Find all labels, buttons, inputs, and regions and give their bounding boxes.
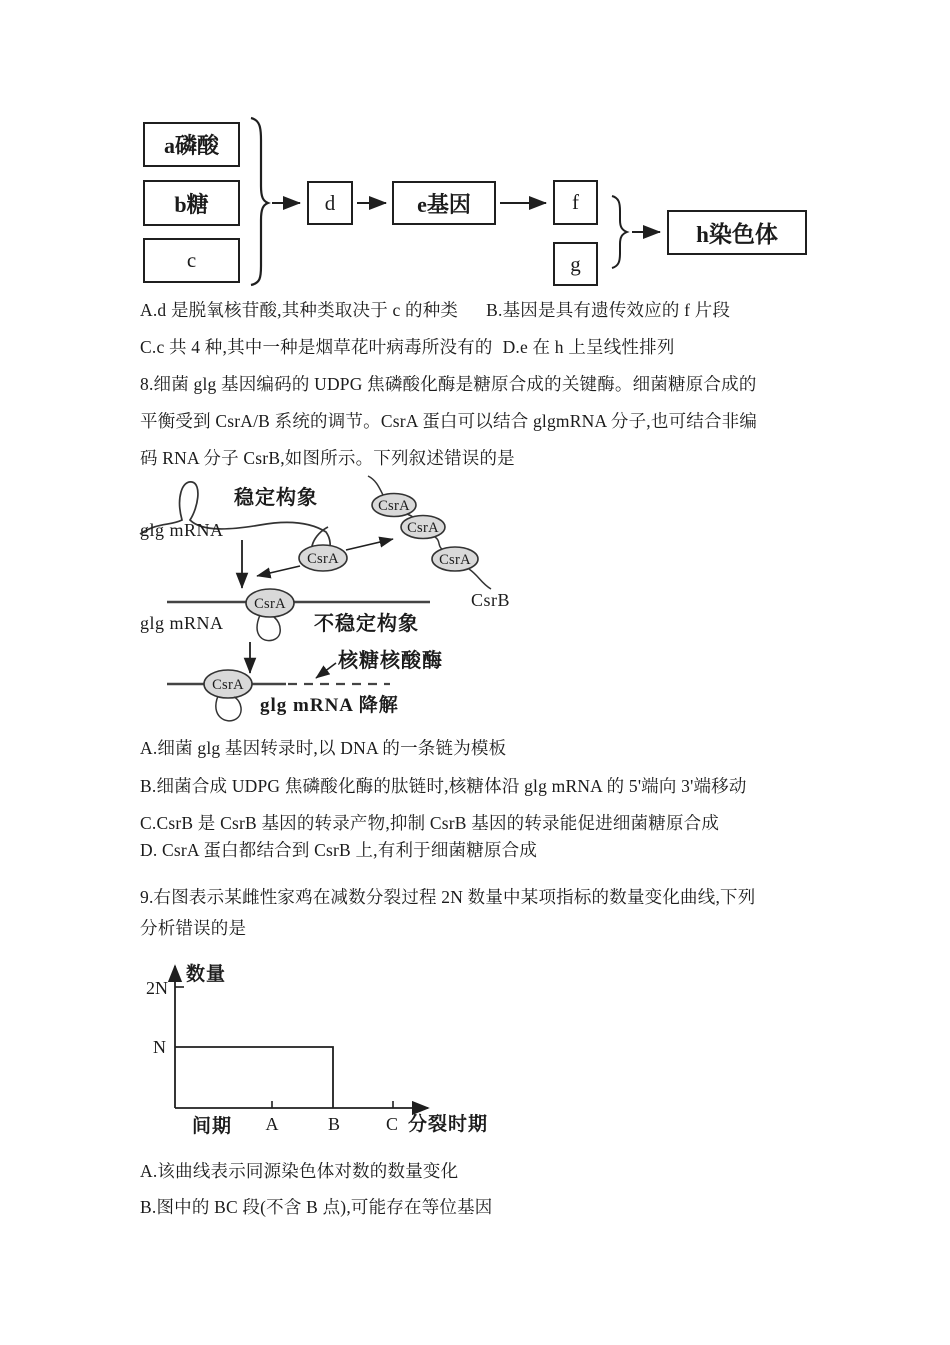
q8-stem-line1: 8.细菌 glg 基因编码的 UDPG 焦磷酸化酶是糖原合成的关键酶。细菌糖原合成的: [140, 374, 757, 394]
flow-box-g: g: [553, 242, 598, 286]
q8-stem-line2: 平衡受到 CsrA/B 系统的调节。CsrA 蛋白可以结合 glgmRNA 分子,也可结合非编: [140, 411, 758, 431]
csra-chain-label-3: CsrA: [439, 552, 471, 568]
rnase-label: 核糖核酸酶: [338, 650, 443, 672]
csra-on-csrb-3: [432, 547, 478, 571]
q8-option-b: B.细菌合成 UDPG 焦磷酸化酶的肽链时,核糖体沿 glg mRNA 的 5'端向 3'端移动: [140, 776, 747, 796]
q9-option-a: A.该曲线表示同源染色体对数的数量变化: [140, 1161, 459, 1181]
flow-box-a-phosphate: a磷酸: [143, 122, 240, 167]
q8-option-d: D. CsrA 蛋白都结合到 CsrB 上,有利于细菌糖原合成: [140, 840, 538, 860]
csra-degrade-label: CsrA: [212, 677, 244, 693]
flow-box-b-sugar: b糖: [143, 180, 240, 226]
q7-options-line1: [140, 299, 730, 321]
csra-on-csrb-1: [372, 494, 416, 517]
glg-mrna-label-top: glg mRNA: [140, 520, 224, 540]
q8-stem-line3: 码 RNA 分子 CsrB,如图所示。下列叙述错误的是: [140, 448, 515, 468]
xtick-b-label: B: [327, 1114, 341, 1134]
xtick-a-label: A: [265, 1114, 279, 1134]
q7-options-line2: [140, 336, 675, 358]
csra-chain-label-1: CsrA: [378, 498, 410, 514]
q9-graph-svg: [130, 956, 520, 1148]
csra-on-csrb-2: [401, 516, 445, 539]
q8-option-c: C.CsrB 是 CsrB 基因的转录产物,抑制 CsrB 基因的转录能促进细菌糖原合成: [140, 813, 720, 833]
q7-option-c: C.c 共 4 种,其中一种是烟草花叶病毒所没有的: [140, 337, 493, 357]
xtick-interphase-label: 间期: [191, 1116, 233, 1137]
q9-option-b: B.图中的 BC 段(不含 B 点),可能存在等位基因: [140, 1197, 493, 1217]
q7-flowchart: [0, 108, 950, 300]
ytick-n-label: N: [153, 1037, 166, 1057]
csra-arrow-right: [346, 539, 393, 550]
mrna-loop-1: [257, 615, 280, 641]
q8-csra-diagram: [130, 470, 560, 732]
csrb-label: CsrB: [471, 590, 511, 610]
csra-free-label: CsrA: [307, 551, 339, 567]
glg-mrna-label-mid: glg mRNA: [140, 613, 224, 633]
flow-box-c: c: [143, 238, 240, 283]
y-axis-title: 数量: [186, 964, 227, 985]
csra-arrow-left: [257, 566, 300, 576]
q9-stem-line1: 9.右图表示某雌性家鸡在减数分裂过程 2N 数量中某项指标的数量变化曲线,下列: [140, 887, 756, 907]
ytick-2n-label: 2N: [146, 978, 168, 998]
csra-diagram-svg: [130, 470, 560, 732]
q7-option-a: A.d 是脱氧核苷酸,其种类取决于 c 的种类: [140, 300, 459, 320]
mrna-loop-2: [216, 696, 241, 721]
csra-on-degraded-mrna: [204, 670, 252, 721]
flow-box-h-chromosome: h染色体: [667, 210, 807, 255]
right-brace: [612, 196, 627, 268]
csrb-link-2: [435, 537, 443, 550]
xtick-c-label: C: [385, 1114, 399, 1134]
q7-option-d: D.e 在 h 上呈线性排列: [502, 337, 675, 357]
mrna-degrade-label: glg mRNA 降解: [260, 695, 399, 716]
q9-stem-line2: 分析错误的是: [140, 918, 247, 938]
csra-mrna-label: CsrA: [254, 596, 286, 612]
csra-free-protein: [299, 545, 347, 571]
q7-option-b: B.基因是具有遗传效应的 f 片段: [486, 300, 731, 320]
csra-on-mrna: [246, 589, 294, 641]
stable-conformation-label: 稳定构象: [234, 487, 318, 509]
flow-box-f: f: [553, 180, 598, 225]
rnase-arrow: [316, 663, 336, 678]
flow-box-e-gene: e基因: [392, 181, 496, 225]
quantity-curve: [175, 1047, 333, 1108]
left-brace: [251, 118, 268, 285]
q8-option-a: A.细菌 glg 基因转录时,以 DNA 的一条链为模板: [140, 738, 507, 758]
x-axis-title: 分裂时期: [408, 1114, 489, 1135]
q9-graph: [130, 956, 520, 1148]
unstable-conformation-label: 不稳定构象: [314, 613, 419, 635]
csrb-tail-bottom: [469, 569, 491, 589]
csra-chain-label-2: CsrA: [407, 520, 439, 536]
csrb-tail-top: [368, 476, 383, 495]
flow-box-d: d: [307, 181, 353, 225]
